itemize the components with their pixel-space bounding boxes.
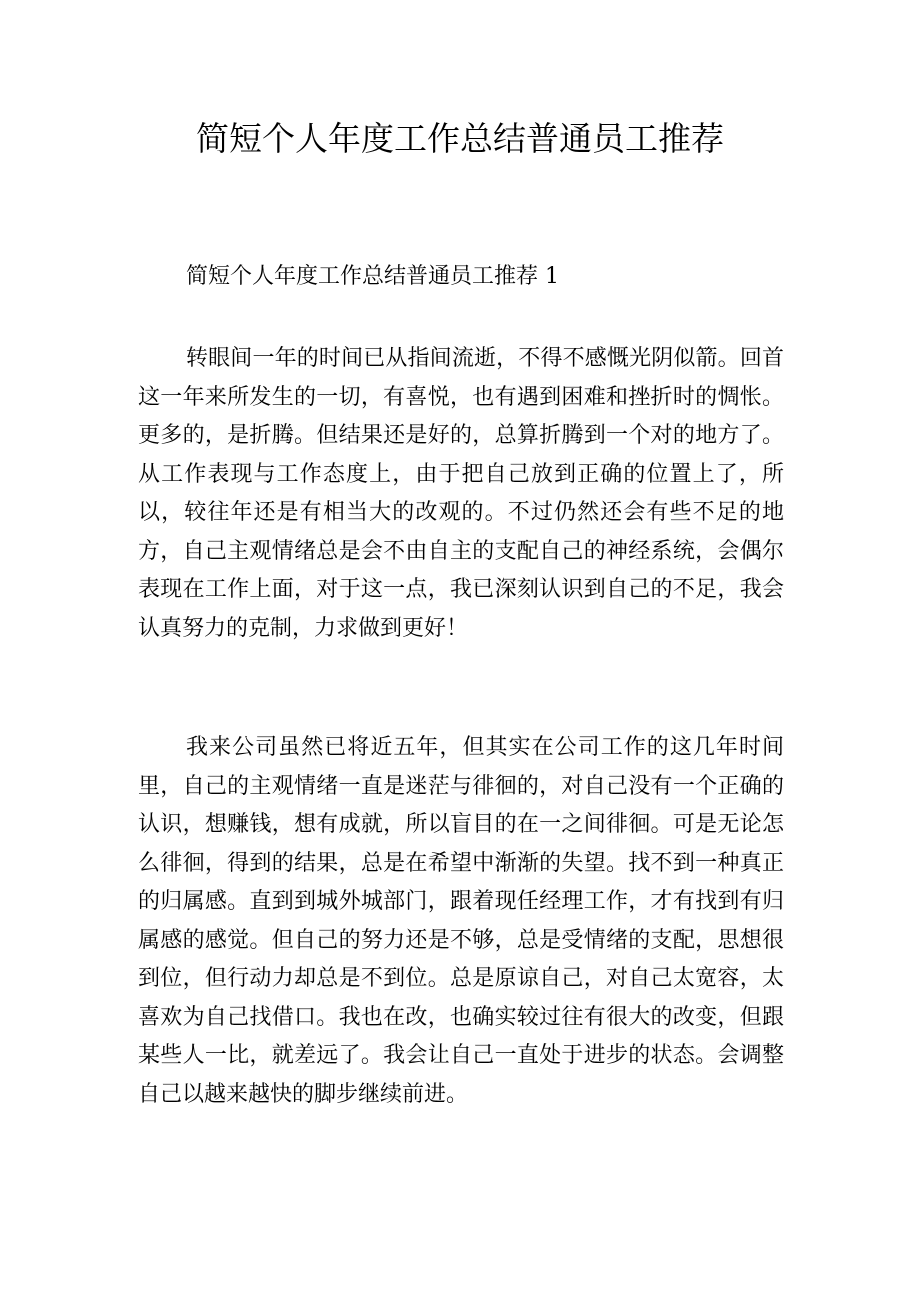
body-paragraph-1: 转眼间一年的时间已从指间流逝，不得不感慨光阴似箭。回首这一年来所发生的一切，有喜悦，也有遇到困难和挫折时的惆怅。更多的，是折腾。但结果还是好的，总算折腾到一个对的地方了。从工作表现与工作态度上，由于把自己放到正确的位置上了，所以，较往年还是有相当大的改观的。不过仍然还会有些不足的地方，自己主观情绪总是会不由自主的支配自己的神经系统，会偶尔表现在工作上面，对于这一点，我已深刻认识到自己的不足，我会认真努力的克制，力求做到更好！ <box>138 346 784 641</box>
section-heading: 简短个人年度工作总结普通员工推荐 1 <box>186 264 559 289</box>
body-paragraph-2: 我来公司虽然已将近五年，但其实在公司工作的这几年时间里，自己的主观情绪一直是迷茫与徘徊的，对自己没有一个正确的认识，想赚钱，想有成就，所以盲目的在一之间徘徊。可是无论怎么徘徊，得到的结果，总是在希望中渐渐的失望。找不到一种真正的归属感。直到到城外城部门，跟着现任经理工作，才有找到有归属感的感觉。但自己的努力还是不够，总是受情绪的支配，思想很到位，但行动力却总是不到位。总是原谅自己，对自己太宽容，太喜欢为自己找借口。我也在改，也确实较过往有很大的改变，但跟某些人一比，就差远了。我会让自己一直处于进步的状态。会调整自己以越来越快的脚步继续前进。 <box>138 735 784 1107</box>
document-title: 简短个人年度工作总结普通员工推荐 <box>196 119 724 158</box>
